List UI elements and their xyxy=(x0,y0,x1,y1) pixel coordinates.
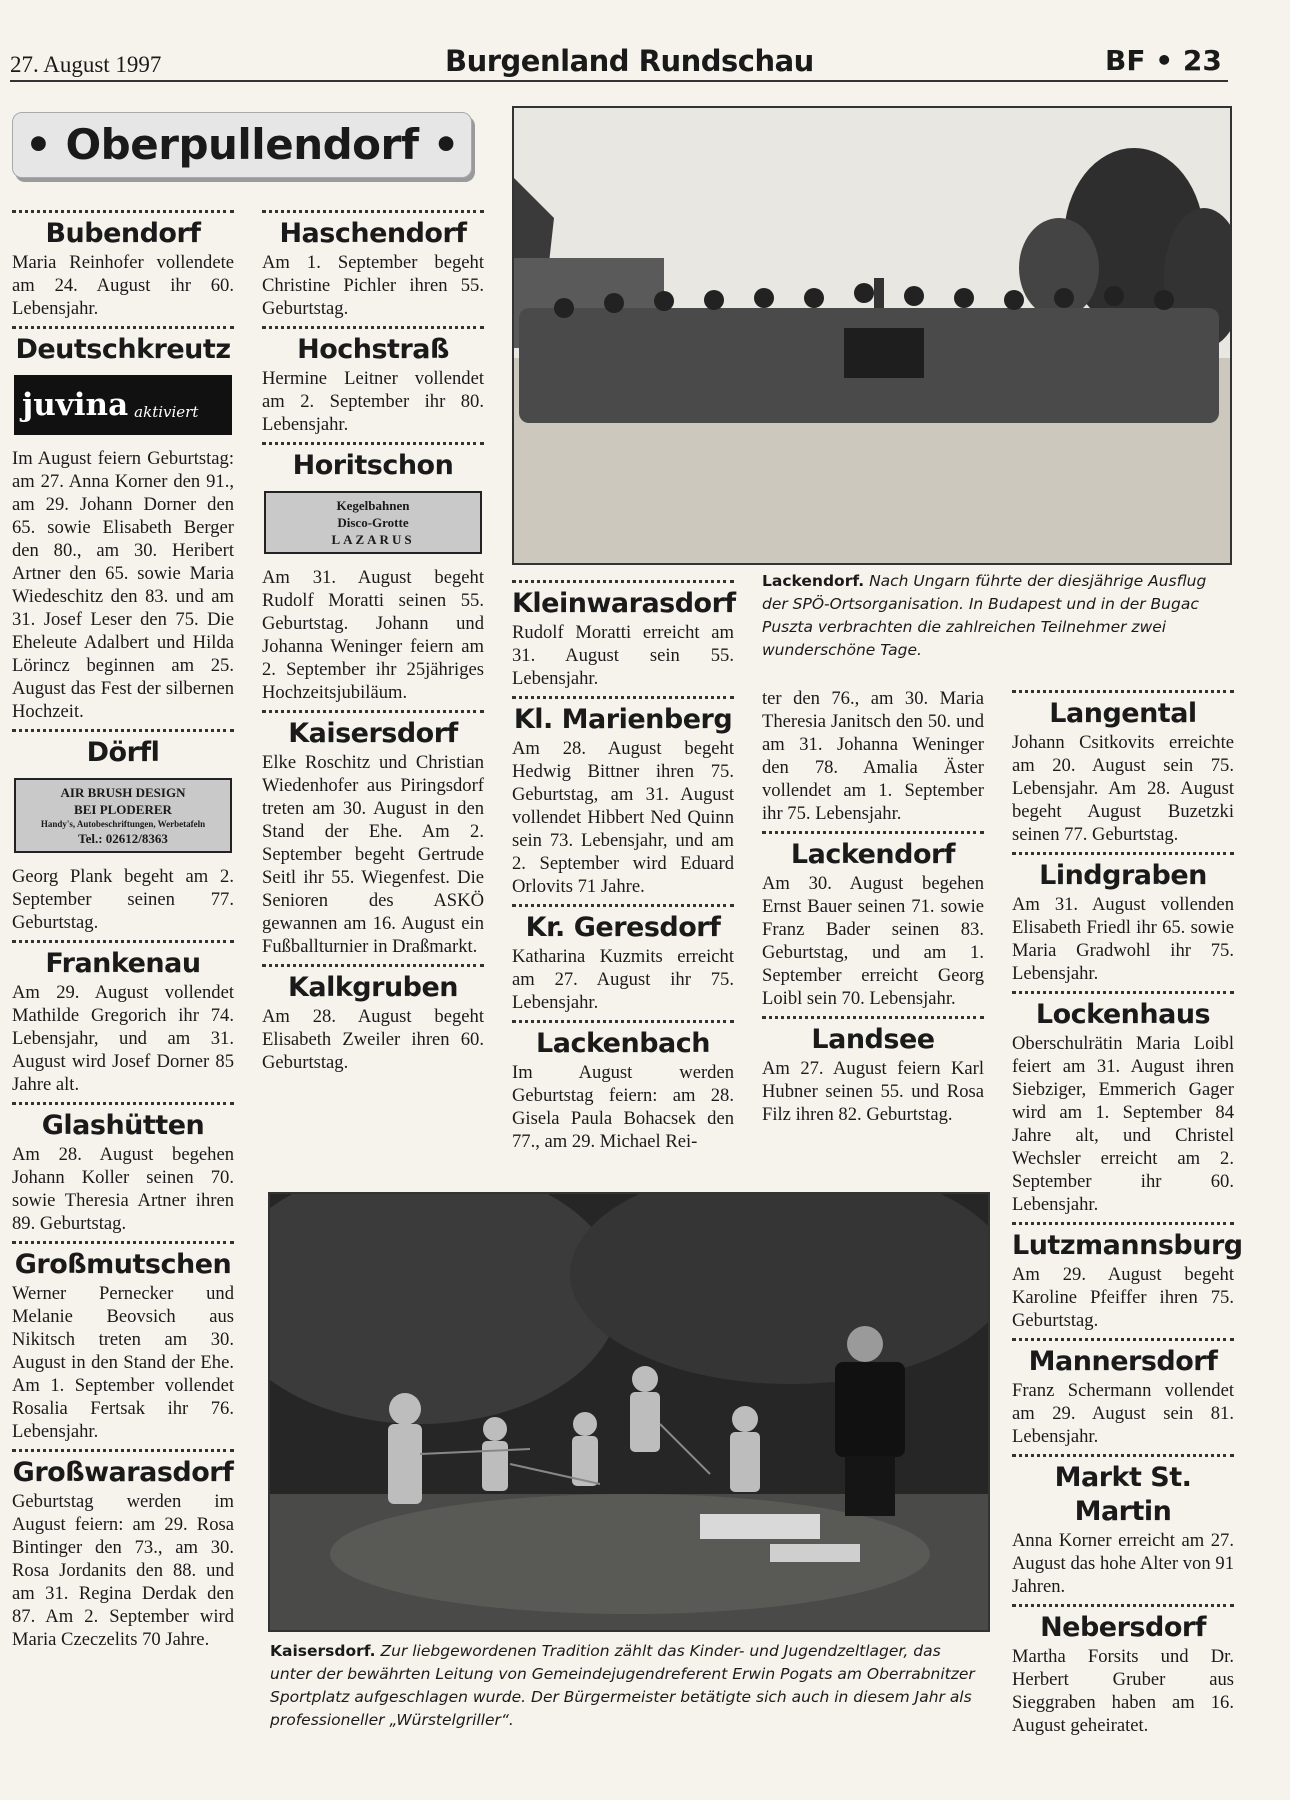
group-photo xyxy=(512,106,1232,565)
article-text: Franz Schermann vollendet am 29. August sein 81. Lebensjahr. xyxy=(1012,1380,1234,1447)
article xyxy=(512,580,734,690)
article-text: Am 29. August vollendet Mathilde Gregorich ihr 74. Lebensjahr, und am 31. August wird Josef Dorner 85 Jahre alt. xyxy=(12,982,234,1095)
caption-text: Zur liebgewordenen Tradition zählt das Kinder- und Jugendzeltlager, das unter der bewährten Leitung von Gemeindejugendreferent Erwin Pogats am Oberrabnitzer Sportplatz aufgeschlagen wurde. Der Bürgermeister betätigte sich auch in diesem Jahr als professioneller „Würstelgriller“. xyxy=(270,1642,975,1729)
article-text: Johann Csitkovits erreichte am 20. August sein 75. Lebensjahr. Am 28. August begeht August Buzetzki seinen 77. Geburtstag. xyxy=(1012,732,1234,845)
article xyxy=(12,210,234,320)
section-title: • Oberpullendorf • xyxy=(25,120,459,169)
article-text: ter den 76., am 30. Maria Theresia Janitsch den 50. und am 31. Johanna Weninger den 78. Amalia Äster vollendet am 1. September ihr 75. Lebensjahr. xyxy=(762,688,984,824)
article-title: Nebersdorf xyxy=(1040,1612,1206,1643)
article-title: Lockenhaus xyxy=(1035,999,1211,1030)
ad-line: Handy's, Autobeschriftungen, Werbetafeln xyxy=(40,819,206,829)
article-text: Am 1. September begeht Christine Pichler ihren 55. Geburtstag. xyxy=(262,252,484,319)
article-text: Am 31. August begeht Rudolf Moratti seinen 55. Geburtstag. Johann und Johanna Weninger feiern am 2. September ihr 25jähriges Hochzeitsjubiläum. xyxy=(262,567,484,703)
article-title: Großmutschen xyxy=(14,1249,232,1280)
article-title: Langental xyxy=(1049,698,1197,729)
article xyxy=(762,1016,984,1126)
article-title: Kleinwarasdorf xyxy=(512,588,736,619)
caption-place: Lackendorf. xyxy=(762,572,865,590)
article-title: Großwarasdorf xyxy=(12,1457,234,1488)
caption-text: Nach Ungarn führte der diesjährige Ausflug der SPÖ-Ortsorganisation. In Budapest und in der Bugac Puszta verbrachten die zahlreichen Teilnehmer zwei wunderschöne Tage. xyxy=(762,572,1207,659)
ad-line: BEI PLODERER xyxy=(74,802,172,817)
article-title: Horitschon xyxy=(292,450,454,481)
article-text: Georg Plank begeht am 2. September seinen 77. Geburtstag. xyxy=(12,866,234,933)
article-text: Im August werden Geburtstag feiern: am 28. Gisela Paula Bohacsek den 77., am 29. Michael Rei- xyxy=(512,1062,734,1152)
article-title: Landsee xyxy=(811,1024,935,1055)
article-title: Dörfl xyxy=(86,737,160,768)
column-4 xyxy=(762,687,984,1132)
article xyxy=(12,326,234,723)
article-title: Mannersdorf xyxy=(1028,1346,1218,1377)
article-title: Markt St. Martin xyxy=(1054,1462,1192,1527)
article-title: Lackenbach xyxy=(536,1028,710,1059)
article-text: Am 28. August begeht Hedwig Bittner ihren 75. Geburtstag, am 31. August vollendet Hibbert Ned Quinn sein 73. Lebensjahr, und am 2. September wird Eduard Orlovits 71 Jahre. xyxy=(512,738,734,897)
article-text: Am 28. August begeht Elisabeth Zweiler ihren 60. Geburtstag. xyxy=(262,1006,484,1073)
article-title: Kaisersdorf xyxy=(288,718,458,749)
article xyxy=(512,696,734,898)
article-text: Hermine Leitner vollendet am 2. September ihr 80. Lebensjahr. xyxy=(262,368,484,435)
article-title: Lindgraben xyxy=(1039,860,1207,891)
article xyxy=(1012,991,1234,1216)
lazarus-advert xyxy=(264,491,482,554)
article xyxy=(512,1020,734,1153)
article-title: Lackendorf xyxy=(790,839,956,870)
article xyxy=(512,904,734,1014)
article-title: Kr. Geresdorf xyxy=(525,912,721,943)
ad-line: Tel.: 02612/8363 xyxy=(78,831,168,846)
top-photo-caption xyxy=(762,570,1230,662)
article xyxy=(1012,1222,1243,1332)
caption-place: Kaisersdorf. xyxy=(270,1642,376,1660)
camp-photo xyxy=(268,1192,990,1632)
article-title: Kl. Marienberg xyxy=(513,704,733,735)
article xyxy=(1012,1604,1234,1737)
article-text: Im August feiern Geburtstag: am 27. Anna Korner den 91., am 29. Johann Dorner den 65. sowie Elisabeth Berger den 80., am 30. Heribert Artner den 65. sowie Maria Wiedeschitz den 83. und am 31. Josef Leser den 75. Die Eheleute Adalbert und Hilda Lörincz beginnen am 25. August das Fest der silbernen Hochzeit. xyxy=(12,448,234,722)
article-text: Elke Roschitz und Christian Wiedenhofer aus Piringsdorf treten am 30. August in den Stand der Ehe. Am 2. September begeht Gertrude Seitl ihr 55. Wiegenfest. Die Senioren des ASKÖ gewannen am 16. August ein Fußballturnier in Draßmarkt. xyxy=(262,752,484,957)
article-text: Am 31. August vollenden Elisabeth Friedl ihr 65. sowie Maria Gradwohl ihr 75. Lebensjahr. xyxy=(1012,894,1234,984)
article-title: Haschendorf xyxy=(279,218,467,249)
header-rule xyxy=(10,80,1228,82)
article-title: Lutzmannsburg xyxy=(1012,1230,1243,1261)
article-text: Am 28. August begehen Johann Koller seinen 70. sowie Theresia Artner ihren 89. Geburtstag. xyxy=(12,1144,234,1234)
issue-date: 27. August 1997 xyxy=(10,52,162,77)
ad-line: Kegelbahnen xyxy=(336,498,410,513)
juvina-advert xyxy=(14,375,232,435)
article-title: Glashütten xyxy=(41,1110,205,1141)
column-5 xyxy=(1012,690,1243,1743)
article xyxy=(262,326,484,436)
article-text: Am 30. August begehen Ernst Bauer seinen 71. sowie Franz Bader seinen 83. Geburtstag, und am 1. September erreicht Georg Loibl sein 70. Lebensjahr. xyxy=(762,873,984,1009)
article xyxy=(1012,852,1234,985)
article-text: Martha Forsits und Dr. Herbert Gruber aus Sieggraben haben am 16. August geheiratet. xyxy=(1012,1646,1234,1736)
article-title: Deutschkreutz xyxy=(15,334,231,365)
article xyxy=(1012,1454,1234,1598)
article-text: Geburtstag werden im August feiern: am 29. Rosa Bintinger den 73., am 30. Rosa Jordanits den 88. und am 31. Regina Derdak den 87. Am 2. September wird Maria Czeczelits 70 Jahre. xyxy=(12,1491,234,1650)
ad-line: AIR BRUSH DESIGN xyxy=(60,785,186,800)
camp-photo-image xyxy=(270,1194,988,1630)
article xyxy=(12,1241,234,1443)
article-text: Katharina Kuzmits erreicht am 27. August ihr 75. Lebensjahr. xyxy=(512,946,734,1013)
juvina-tagline: aktiviert xyxy=(134,403,199,421)
article xyxy=(1012,1338,1234,1448)
section-banner xyxy=(12,112,472,178)
bottom-photo-caption xyxy=(270,1640,986,1732)
article-title: Kalkgruben xyxy=(287,972,459,1003)
article xyxy=(262,442,484,704)
article-text: Werner Pernecker und Melanie Beovsich aus Nikitsch treten am 30. August in den Stand der Ehe. Am 1. September vollendet Rosalia Fertsak ihr 76. Lebensjahr. xyxy=(12,1283,234,1442)
article-title: Frankenau xyxy=(45,948,201,979)
ad-line: LAZARUS xyxy=(331,532,415,547)
article-continuation xyxy=(762,687,984,825)
article xyxy=(1012,690,1234,846)
article xyxy=(12,729,234,934)
article-text: Am 29. August begeht Karoline Pfeiffer ihren 75. Geburtstag. xyxy=(1012,1264,1234,1331)
airbrush-advert xyxy=(14,778,232,853)
article-text: Rudolf Moratti erreicht am 31. August sein 55. Lebensjahr. xyxy=(512,622,734,689)
article-title: Hochstraß xyxy=(297,334,449,365)
article-text: Anna Korner erreicht am 27. August das hohe Alter von 91 Jahren. xyxy=(1012,1530,1234,1597)
page-header xyxy=(0,0,1290,90)
page-number: BF • 23 xyxy=(1105,44,1222,77)
newspaper-name: Burgenland Rundschau xyxy=(445,44,814,78)
article xyxy=(262,964,484,1074)
article-title: Bubendorf xyxy=(45,218,201,249)
article xyxy=(762,831,984,1010)
juvina-logo: juvina xyxy=(22,387,129,423)
article xyxy=(12,1102,234,1235)
ad-line: Disco-Grotte xyxy=(337,515,409,530)
column-3 xyxy=(512,580,734,1159)
article xyxy=(12,940,234,1096)
column-1 xyxy=(12,210,234,1657)
article-text: Maria Reinhofer vollendete am 24. August ihr 60. Lebensjahr. xyxy=(12,252,234,319)
column-2 xyxy=(262,210,484,1080)
article-text: Am 27. August feiern Karl Hubner seinen 55. und Rosa Filz ihren 82. Geburtstag. xyxy=(762,1058,984,1125)
article-text: Oberschulrätin Maria Loibl feiert am 31. August ihren Siebziger, Emmerich Gager wird am 1. September 84 Jahre alt, und Christel Wechsler erreicht am 2. September ihr 60. Lebensjahr. xyxy=(1012,1033,1234,1215)
article xyxy=(262,710,484,958)
article xyxy=(12,1449,234,1651)
group-photo-image xyxy=(514,108,1230,563)
article xyxy=(262,210,484,320)
